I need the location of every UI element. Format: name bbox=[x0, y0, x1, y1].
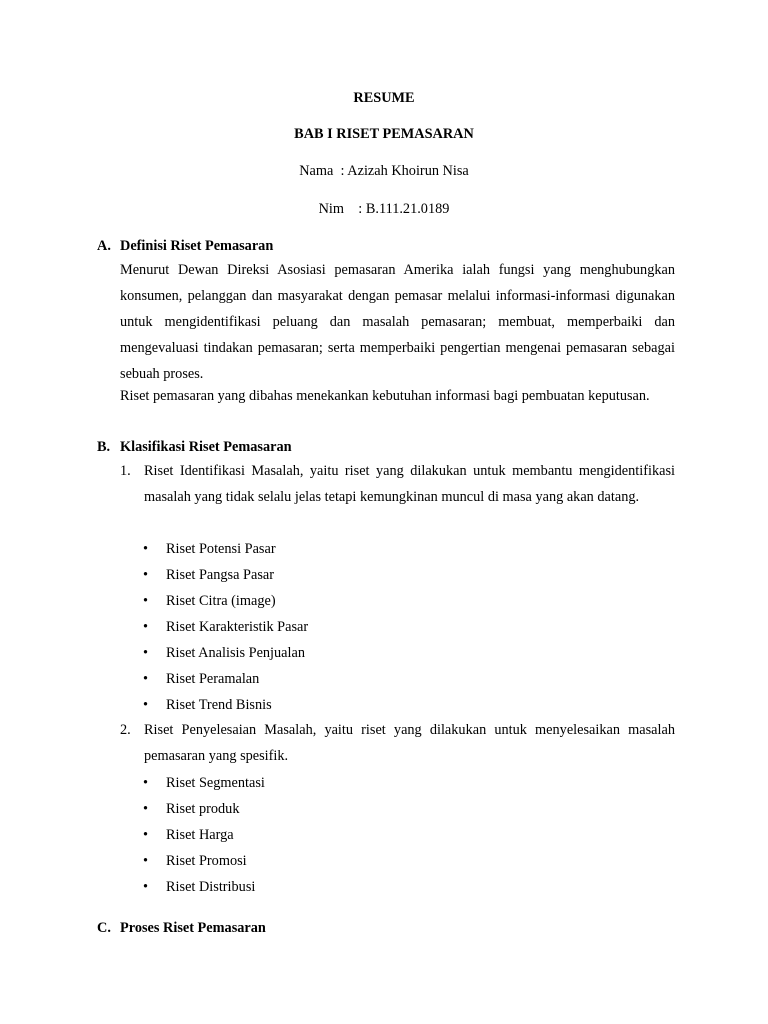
bullet-icon: • bbox=[143, 671, 149, 687]
list-item bbox=[143, 617, 308, 637]
bullet-text: Riset Karakteristik Pasar bbox=[166, 619, 309, 635]
section-a-letter: A. bbox=[97, 238, 111, 254]
bullet-text: Riset Pangsa Pasar bbox=[166, 567, 275, 583]
list-item bbox=[143, 825, 234, 845]
bullet-text: Riset Citra (image) bbox=[166, 593, 276, 609]
list-item bbox=[143, 669, 259, 689]
bullet-text: Riset Distribusi bbox=[166, 879, 256, 895]
item-1-number: 1. bbox=[120, 463, 131, 479]
item-2-text: Riset Penyelesaian Masalah, yaitu riset yang dilakukan untuk menyelesaikan masalah pemasaran yang spesifik. bbox=[144, 722, 675, 764]
bullet-icon: • bbox=[143, 593, 149, 609]
bullet-icon: • bbox=[143, 801, 149, 817]
section-c-title: Proses Riset Pemasaran bbox=[120, 920, 266, 936]
section-b-letter: B. bbox=[97, 439, 111, 455]
section-c-heading bbox=[97, 918, 266, 938]
bullet-icon: • bbox=[143, 775, 149, 791]
numbered-item-2 bbox=[120, 718, 675, 770]
item-2-number: 2. bbox=[120, 722, 131, 738]
list-item bbox=[143, 799, 239, 819]
list-item bbox=[143, 565, 274, 585]
bullet-text: Riset Promosi bbox=[166, 853, 247, 869]
section-b-heading bbox=[97, 437, 292, 457]
list-item bbox=[143, 851, 247, 871]
bullet-icon: • bbox=[143, 645, 149, 661]
bullet-icon: • bbox=[143, 853, 149, 869]
item-1-text: Riset Identifikasi Masalah, yaitu riset yang dilakukan untuk membantu mengidentifikasi masalah yang tidak selalu jelas tetapi kemungkinan muncul di masa yang akan datang. bbox=[144, 463, 675, 505]
bullet-text: Riset Harga bbox=[166, 827, 234, 843]
bullet-text: Riset Potensi Pasar bbox=[166, 541, 276, 557]
section-a-title: Definisi Riset Pemasaran bbox=[120, 238, 274, 254]
bullet-text: Riset Analisis Penjualan bbox=[166, 645, 305, 661]
section-c-letter: C. bbox=[97, 920, 111, 936]
bullet-text: Riset Segmentasi bbox=[166, 775, 265, 791]
bullet-icon: • bbox=[143, 697, 149, 713]
section-a-paragraph-1: Menurut Dewan Direksi Asosiasi pemasaran Amerika ialah fungsi yang menghubungkan konsumen, pelanggan dan masyarakat dengan pemasar melalui informasi-informasi digunakan untuk mengidentifikasi peluang dan masalah pemasaran; membuat, memperbaiki dan mengevaluasi tindakan pemasaran; serta memperbaiki pengertian mengenai pemasaran sebagai sebuah proses. bbox=[120, 262, 675, 382]
author-name: Nama : Azizah Khoirun Nisa bbox=[299, 163, 469, 179]
numbered-item-1 bbox=[120, 459, 675, 511]
section-b-title: Klasifikasi Riset Pemasaran bbox=[120, 439, 292, 455]
author-nim: Nim : B.111.21.0189 bbox=[318, 201, 450, 217]
doc-subtitle: BAB I RISET PEMASARAN bbox=[294, 126, 474, 142]
list-item bbox=[143, 643, 305, 663]
doc-title: RESUME bbox=[353, 90, 415, 106]
bullet-text: Riset Trend Bisnis bbox=[166, 697, 272, 713]
bullet-text: Riset Peramalan bbox=[166, 671, 260, 687]
section-a-paragraph-2: Riset pemasaran yang dibahas menekankan kebutuhan informasi bagi pembuatan keputusan. bbox=[120, 388, 650, 404]
bullet-icon: • bbox=[143, 619, 149, 635]
bullet-icon: • bbox=[143, 879, 149, 895]
bullet-icon: • bbox=[143, 541, 149, 557]
list-item bbox=[143, 877, 255, 897]
list-item bbox=[143, 539, 276, 559]
list-item bbox=[143, 591, 276, 611]
list-item bbox=[143, 695, 272, 715]
bullet-text: Riset produk bbox=[166, 801, 240, 817]
section-a-heading bbox=[97, 236, 273, 256]
bullet-icon: • bbox=[143, 567, 149, 583]
bullet-icon: • bbox=[143, 827, 149, 843]
list-item bbox=[143, 773, 265, 793]
